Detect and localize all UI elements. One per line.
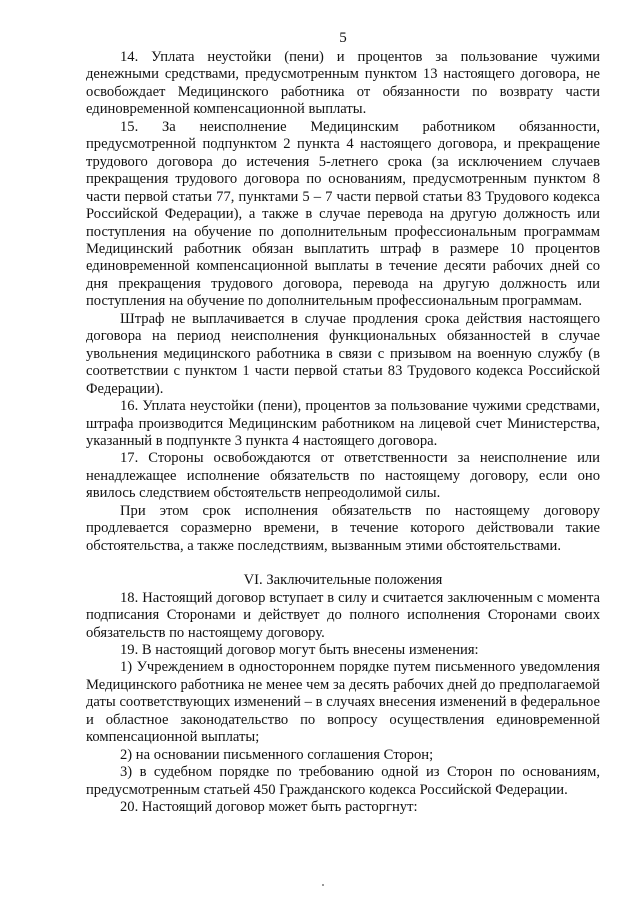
paragraph-19-item-2: 2) на основании письменного соглашения Сторон; bbox=[120, 746, 434, 763]
paragraph-19-item-3: 3) в судебном порядке по требованию одной из Сторон по основаниям, предусмотренным статьей 450 Гражданского кодекса Российской Федерации. bbox=[86, 764, 600, 798]
paragraph-20: 20. Настоящий договор может быть расторгнут: bbox=[120, 799, 418, 816]
page-number: 5 bbox=[339, 30, 347, 46]
paragraph-fine-exception: Штраф не выплачивается в случае продления срока действия настоящего договора на период неисполнения функциональных обязанностей в случае увольнения медицинского работника в связи с призывом на военную службу (в соответствии с пунктом 1 части первой статьи 83 Трудового кодекса Российской Федерации). bbox=[86, 310, 600, 397]
paragraph-16: 16. Уплата неустойки (пени), процентов за пользование чужими средствами, штрафа производится Медицинским работником на лицевой счет Министерства, указанный в подпункте 3 пункта 4 настоящего договора. bbox=[86, 398, 600, 449]
scan-speck bbox=[322, 884, 324, 886]
section-heading: VI. Заключительные положения bbox=[243, 572, 443, 589]
paragraph-18: 18. Настоящий договор вступает в силу и считается заключенным с момента подписания Сторонами и действует до полного исполнения Сторонами своих обязательств по настоящему договору. bbox=[86, 589, 600, 641]
paragraph-19-item-1: 1) Учреждением в одностороннем порядке путем письменного уведомления Медицинского работника не менее чем за десять рабочих дней до предполагаемой даты соответствующих изменений – в случаях внесения изменений в федеральное и областное законодательство по вопросу осуществления единовременной компенсационной выплаты; bbox=[86, 659, 600, 746]
paragraph-14: 14. Уплата неустойки (пени) и процентов за пользование чужими денежными средствами, предусмотренным пунктом 13 настоящего договора, не освобождает Медицинского работника от обязанности по возврату части единовременной компенсационной выплаты. bbox=[86, 49, 600, 118]
document-page bbox=[86, 30, 600, 816]
paragraph-19: 19. В настоящий договор могут быть внесены изменения: bbox=[120, 641, 479, 658]
paragraph-17: 17. Стороны освобождаются от ответственности за неисполнение или ненадлежащее исполнение обязательств по настоящему договору, если оно явилось следствием обстоятельств непреодолимой силы. bbox=[86, 450, 600, 502]
paragraph-force-majeure-extension: При этом срок исполнения обязательств по настоящему договору продлевается соразмерно времени, в течение которого действовали такие обстоятельства, а также последствиям, вызванным этими обстоятельствами. bbox=[86, 502, 600, 554]
paragraph-15: 15. За неисполнение Медицинским работником обязанности, предусмотренной подпунктом 2 пункта 4 настоящего договора, и прекращение трудового договора до истечения 5-летнего срока (за исключением случаев прекращения трудового договора по основаниям, предусмотренным пунктом 8 части первой статьи 77, пунктами 5 – 7 части первой статьи 83 Трудового кодекса Российской Федерации), а также в случае перевода на другую должность или поступления на обучение по дополнительным профессиональным программам Медицинский работник обязан выплатить штраф в размере 10 процентов единовременной компенсационной выплаты в течение десяти рабочих дней со дня прекращения трудового договора, перевода на другую должность или поступления на обучение по дополнительным профессиональным программам. bbox=[86, 118, 600, 310]
section-spacer bbox=[86, 555, 600, 572]
